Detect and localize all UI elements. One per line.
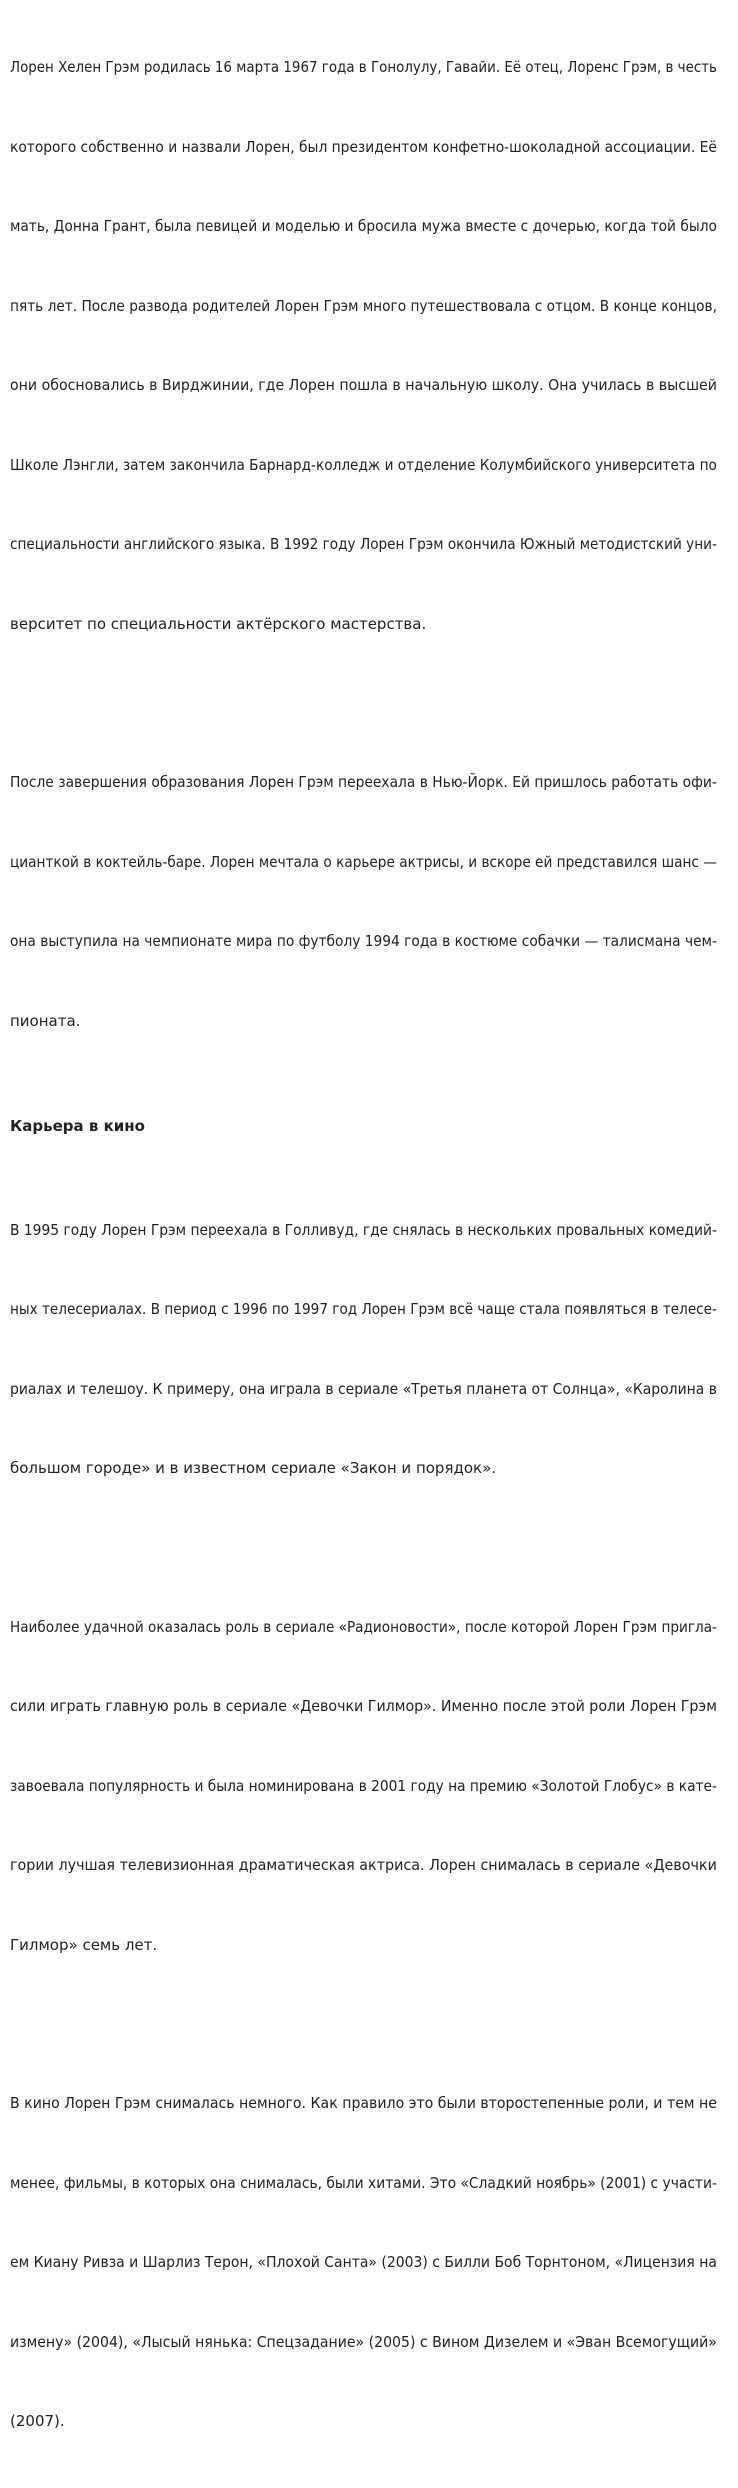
text-line: которого собственно и назвали Лорен, был президентом конфетно-шоколадной ассоциации. Её bbox=[10, 137, 717, 156]
text-line: мать, Донна Грант, была певицей и моделью и бросила мужа вместе с дочерью, когда той было bbox=[10, 217, 717, 235]
text-line: большом городе» и в известном сериале «Закон и порядок». bbox=[10, 1459, 497, 1477]
text-line: риалах и телешоу. К примеру, она играла в сериале «Третья планета от Солнца», «Каролина в bbox=[10, 1379, 717, 1398]
text-line: завоевала популярность и была номинирована в 2001 году на премию «Золотой Глобус» в кате- bbox=[10, 1776, 717, 1795]
paragraph-biography bbox=[10, 1, 738, 690]
paragraph-films bbox=[10, 2037, 738, 2488]
text-line: специальности английского языка. В 1992 году Лорен Грэм окончила Южный методистский уни- bbox=[10, 535, 717, 553]
article-body bbox=[10, 0, 738, 2488]
paragraph-gilmore-girls bbox=[10, 1561, 738, 2012]
text-line: ем Киану Ривза и Шарлиз Терон, «Плохой Санта» (2003) с Билли Боб Торнтоном, «Лицензия на bbox=[10, 2253, 717, 2271]
section-heading: Карьера в кино bbox=[10, 1117, 145, 1135]
text-line: цианткой в коктейль-баре. Лорен мечтала о карьере актрисы, и вскоре ей представился шанс — bbox=[10, 852, 717, 871]
text-line: ных телесериалах. В период с 1996 по 1997 год Лорен Грэм всё чаще стала появляться в телесе- bbox=[10, 1300, 717, 1318]
text-line: они обосновались в Вирджинии, где Лорен пошла в начальную школу. Она училась в высшей bbox=[10, 376, 717, 394]
text-line: менее, фильмы, в которых она снималась, были хитами. Это «Сладкий ноябрь» (2001) с участи- bbox=[10, 2173, 717, 2192]
text-line: измену» (2004), «Лысый нянька: Спецзадание» (2005) с Вином Дизелем и «Эван Всемогущий» bbox=[10, 2332, 717, 2351]
paragraph-hollywood bbox=[10, 1164, 738, 1535]
paragraph-new-york bbox=[10, 716, 738, 1087]
text-line: Школе Лэнгли, затем закончила Барнард-колледж и отделение Колумбийского университета по bbox=[10, 455, 717, 474]
text-line: (2007). bbox=[10, 2412, 65, 2430]
text-line: Наиболее удачной оказалась роль в сериале «Радионовости», после которой Лорен Грэм пригла- bbox=[10, 1617, 717, 1636]
text-line: пионата. bbox=[10, 1011, 81, 1030]
text-line: верситет по специальности актёрского мастерства. bbox=[10, 614, 427, 633]
text-line: В 1995 году Лорен Грэм переехала в Голливуд, где снялась в нескольких провальных комедий- bbox=[10, 1220, 717, 1239]
text-line: гории лучшая телевизионная драматическая актриса. Лорен снималась в сериале «Девочки bbox=[10, 1856, 717, 1874]
text-line: сили играть главную роль в сериале «Девочки Гилмор». Именно после этой роли Лорен Грэм bbox=[10, 1697, 717, 1715]
text-line: После завершения образования Лорен Грэм переехала в Нью-Йорк. Ей пришлось работать офи- bbox=[10, 773, 717, 791]
text-line: Гилмор» семь лет. bbox=[10, 1935, 158, 1954]
text-line: В кино Лорен Грэм снималась немного. Как правило это были второстепенные роли, и тем не bbox=[10, 2094, 717, 2112]
text-line: она выступила на чемпионате мира по футболу 1994 года в костюме собачки — талисмана чем- bbox=[10, 932, 717, 950]
text-line: пять лет. После развода родителей Лорен Грэм много путешествовала с отцом. В конце концов, bbox=[10, 296, 717, 315]
text-line: Лорен Хелен Грэм родилась 16 марта 1967 года в Гонолулу, Гавайи. Её отец, Лоренс Грэм, в честь bbox=[10, 58, 717, 76]
